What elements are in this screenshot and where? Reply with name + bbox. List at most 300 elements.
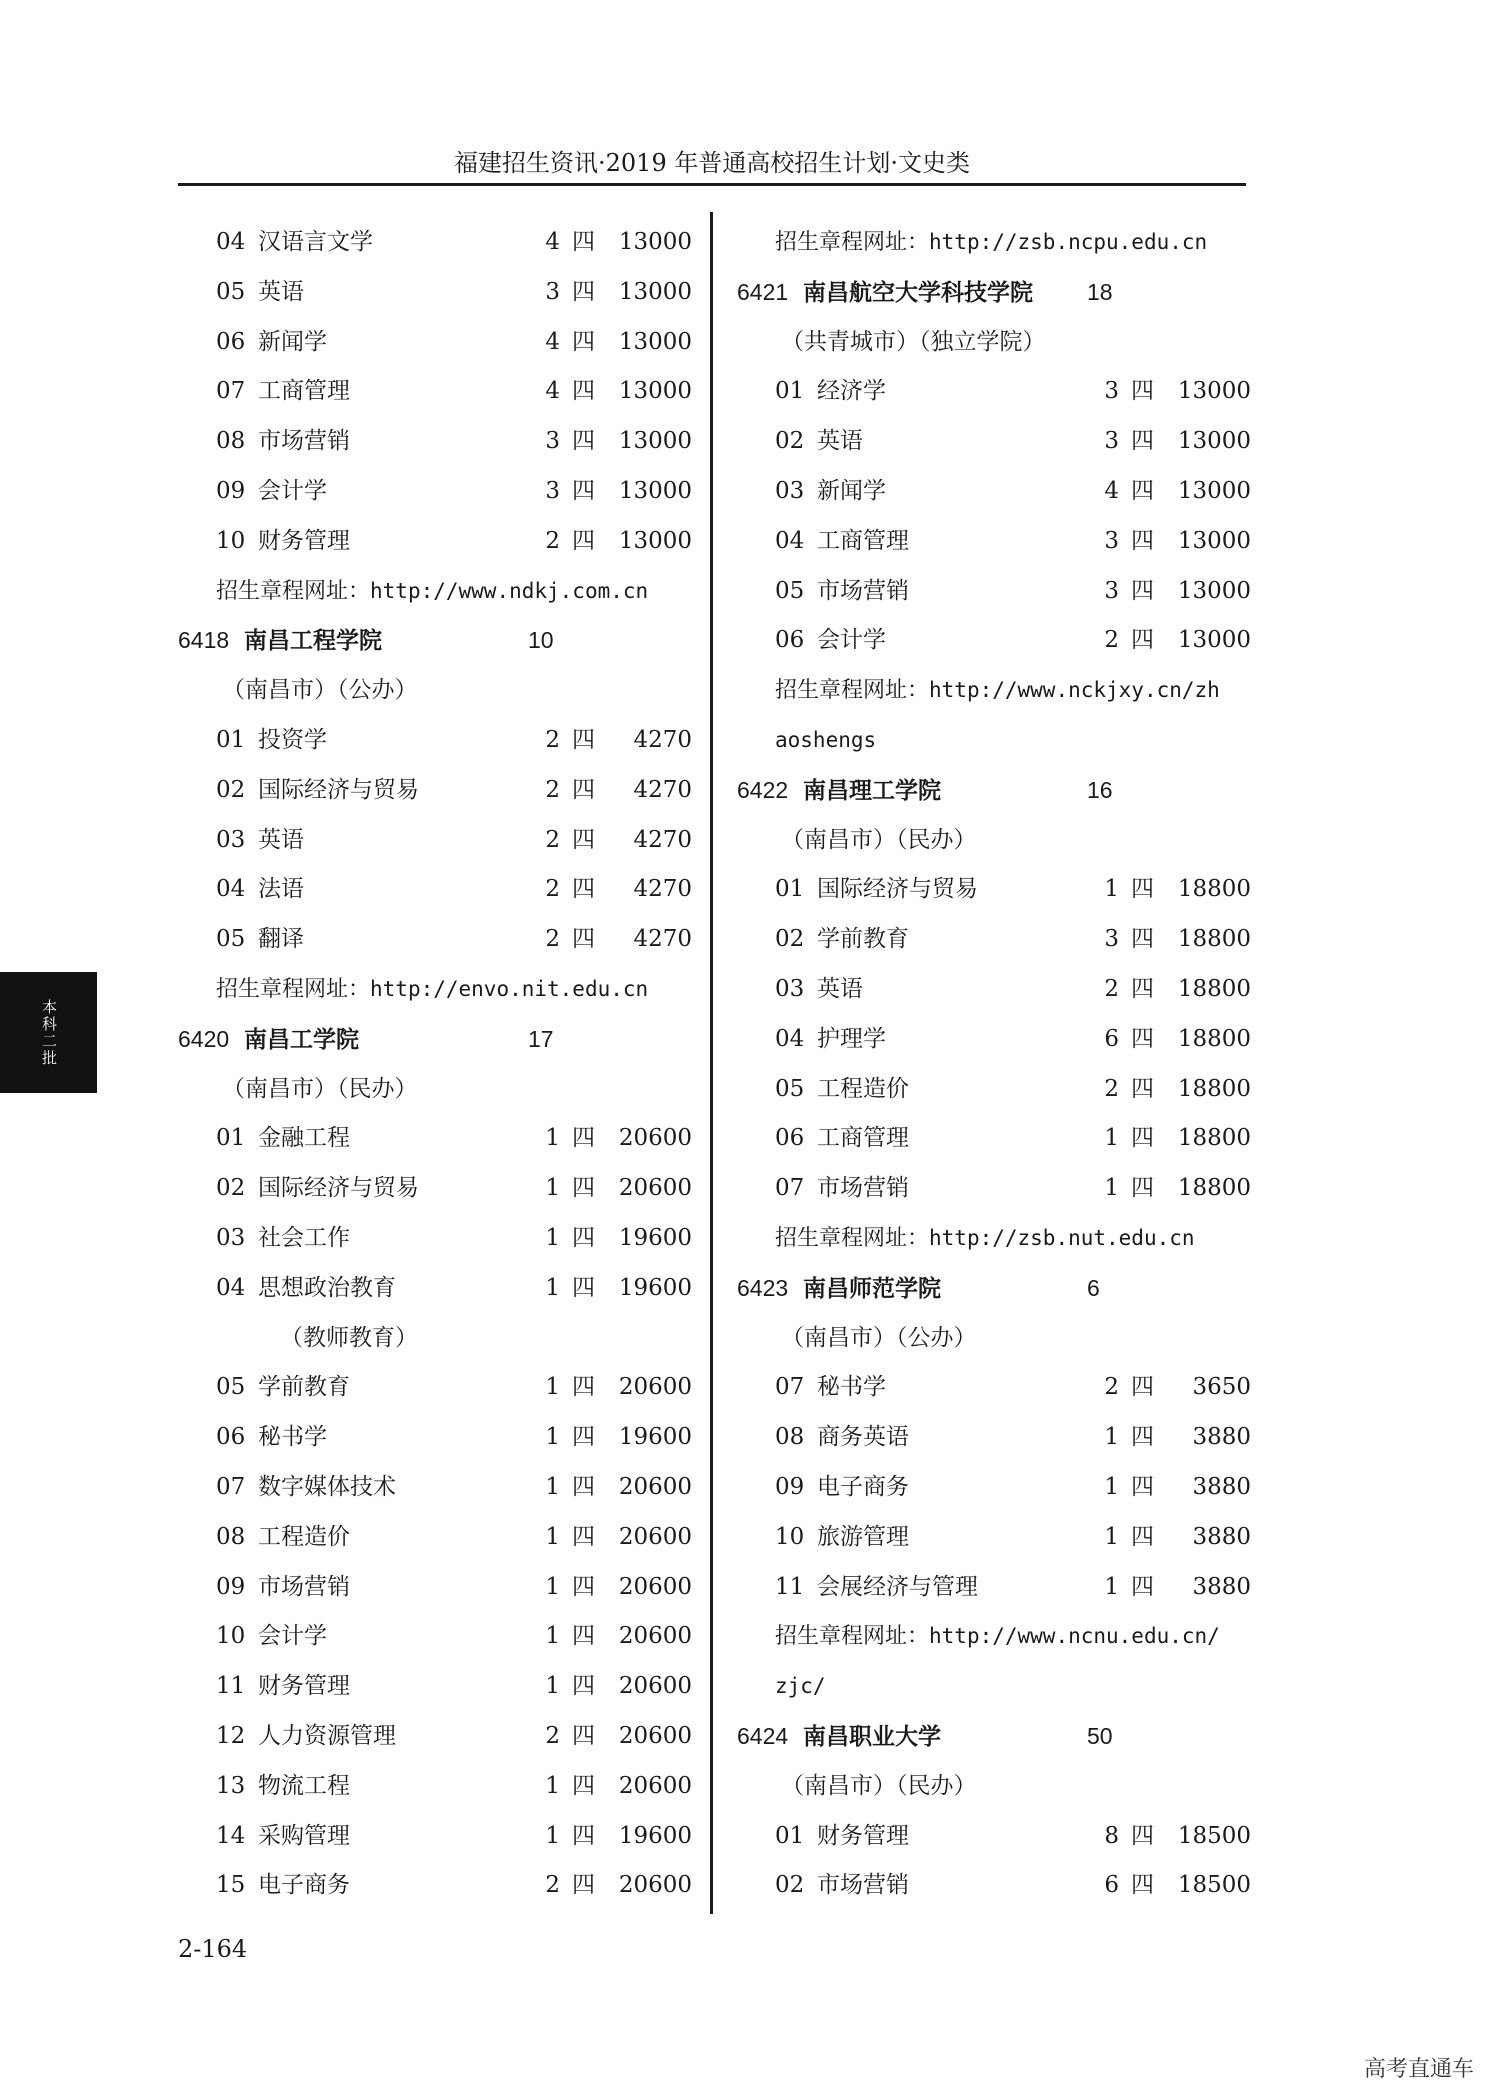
program-fee: 3880 (1192, 1473, 1251, 1500)
program-quota: 3 (1104, 378, 1119, 405)
program-name: 市场营销 (258, 428, 350, 455)
program-row (178, 1812, 708, 1862)
school-heading (737, 1264, 1267, 1314)
charter-url[interactable]: http://www.nckjxy.cn/zh (929, 678, 1220, 703)
program-quota: 1 (545, 1175, 560, 1202)
program-quota: 4 (1104, 477, 1119, 504)
program-quota: 1 (545, 1125, 560, 1152)
program-years: 四 (1131, 477, 1154, 504)
program-quota: 1 (1104, 1573, 1119, 1600)
program-name: 数字媒体技术 (258, 1473, 396, 1500)
program-years: 四 (1131, 1125, 1154, 1152)
program-row (178, 1612, 708, 1662)
program-fee: 20600 (618, 1125, 692, 1152)
program-years: 四 (572, 378, 595, 405)
charter-url-label: 招生章程网址： (775, 1624, 930, 1650)
program-fee: 18500 (1177, 1872, 1251, 1899)
program-number: 10 (216, 527, 246, 554)
program-years: 四 (1131, 876, 1154, 903)
program-row (178, 716, 708, 766)
program-name: 会计学 (258, 1623, 327, 1650)
program-name: 采购管理 (258, 1822, 350, 1849)
program-quota: 3 (1104, 527, 1119, 554)
program-row (737, 517, 1267, 567)
program-number: 01 (775, 378, 805, 405)
program-number: 08 (775, 1424, 805, 1451)
charter-url-note (737, 1214, 1267, 1264)
program-name: 英语 (817, 975, 863, 1002)
program-years: 四 (1131, 1175, 1154, 1202)
program-years: 四 (572, 1224, 595, 1251)
section-side-tab (0, 972, 97, 1093)
program-number: 01 (216, 726, 246, 753)
program-row (178, 1762, 708, 1812)
program-years: 四 (572, 1872, 595, 1899)
program-number: 06 (775, 627, 805, 654)
charter-url-note (178, 965, 708, 1015)
school-heading (737, 1712, 1267, 1762)
program-name: 翻译 (258, 926, 304, 953)
program-row (737, 965, 1267, 1015)
program-quota: 1 (1104, 876, 1119, 903)
school-location: （南昌市）（民办） (222, 1075, 418, 1102)
program-name: 人力资源管理 (258, 1722, 396, 1749)
program-quota: 6 (1104, 1872, 1119, 1899)
program-number: 09 (216, 477, 246, 504)
program-name: 护理学 (817, 1025, 886, 1052)
program-fee: 18800 (1177, 975, 1251, 1002)
program-years: 四 (572, 428, 595, 455)
program-fee: 13000 (1177, 527, 1251, 554)
program-number: 05 (216, 926, 246, 953)
program-quota: 1 (545, 1772, 560, 1799)
program-quota: 2 (545, 726, 560, 753)
program-number: 15 (216, 1872, 246, 1899)
program-quota: 2 (545, 826, 560, 853)
program-number: 03 (775, 975, 805, 1002)
program-number: 07 (775, 1175, 805, 1202)
program-number: 03 (216, 826, 246, 853)
program-fee: 4270 (633, 776, 692, 803)
program-fee: 19600 (618, 1822, 692, 1849)
program-quota: 2 (1104, 627, 1119, 654)
running-header: 福建招生资讯·2019 年普通高校招生计划·文史类 (454, 149, 970, 177)
program-fee: 20600 (618, 1722, 692, 1749)
program-number: 05 (775, 1075, 805, 1102)
program-quota: 1 (1104, 1125, 1119, 1152)
school-name: 南昌工程学院 (244, 627, 382, 655)
charter-url-label: 招生章程网址： (775, 678, 930, 704)
charter-url[interactable]: http://zsb.nut.edu.cn (929, 1225, 1195, 1250)
school-name: 南昌工学院 (244, 1025, 359, 1053)
program-row (178, 1861, 708, 1911)
program-number: 07 (775, 1374, 805, 1401)
program-years: 四 (1131, 627, 1154, 654)
program-fee: 20600 (618, 1872, 692, 1899)
program-fee: 3880 (1192, 1573, 1251, 1600)
program-name: 秘书学 (817, 1374, 886, 1401)
program-years: 四 (572, 278, 595, 305)
program-number: 02 (775, 926, 805, 953)
program-name: 财务管理 (817, 1822, 909, 1849)
program-number: 07 (216, 378, 246, 405)
program-fee: 20600 (618, 1623, 692, 1650)
school-heading (737, 268, 1267, 318)
program-years: 四 (1131, 577, 1154, 604)
program-row (178, 1413, 708, 1463)
program-quota: 2 (545, 926, 560, 953)
program-fee: 4270 (633, 726, 692, 753)
program-row (737, 467, 1267, 517)
program-name: 国际经济与贸易 (258, 776, 419, 803)
side-tab-label: 本科二批 (40, 998, 57, 1067)
charter-url[interactable]: http://www.ncnu.edu.cn/ (929, 1624, 1220, 1649)
school-name: 南昌职业大学 (803, 1722, 941, 1750)
program-name: 社会工作 (258, 1224, 350, 1251)
program-row (178, 367, 708, 417)
program-quota: 1 (545, 1523, 560, 1550)
program-fee: 19600 (618, 1424, 692, 1451)
program-number: 10 (775, 1523, 805, 1550)
program-row (178, 268, 708, 318)
program-years: 四 (572, 477, 595, 504)
program-years: 四 (572, 1473, 595, 1500)
program-row (737, 1363, 1267, 1413)
program-row (737, 567, 1267, 617)
program-quota: 1 (1104, 1175, 1119, 1202)
program-years: 四 (1131, 1075, 1154, 1102)
program-number: 06 (216, 1424, 246, 1451)
program-number: 05 (216, 1374, 246, 1401)
charter-url-label: 招生章程网址： (216, 976, 371, 1002)
left-column (178, 218, 708, 1911)
school-name: 南昌理工学院 (803, 776, 941, 804)
program-years: 四 (572, 1822, 595, 1849)
program-row (178, 1114, 708, 1164)
school-code: 6424 (737, 1722, 789, 1749)
program-name: 国际经济与贸易 (817, 876, 978, 903)
school-code: 6421 (737, 278, 789, 305)
program-fee: 20600 (618, 1673, 692, 1700)
program-number: 04 (775, 1025, 805, 1052)
program-row (178, 1712, 708, 1762)
program-fee: 19600 (618, 1224, 692, 1251)
program-row (178, 1164, 708, 1214)
program-quota: 1 (545, 1673, 560, 1700)
school-name: 南昌航空大学科技学院 (803, 278, 1033, 306)
program-number: 04 (216, 229, 246, 255)
school-total: 17 (528, 1025, 554, 1052)
program-fee: 13000 (1177, 428, 1251, 455)
program-number: 07 (216, 1473, 246, 1500)
program-name: 英语 (258, 278, 304, 305)
program-number: 05 (216, 278, 246, 305)
school-total: 50 (1087, 1722, 1113, 1749)
program-name: 国际经济与贸易 (258, 1175, 419, 1202)
program-name: 英语 (258, 826, 304, 853)
program-row (178, 218, 708, 268)
program-years: 四 (572, 776, 595, 803)
program-name: 工程造价 (258, 1523, 350, 1550)
program-quota: 3 (1104, 428, 1119, 455)
program-row (737, 1114, 1267, 1164)
program-years: 四 (572, 1523, 595, 1550)
program-years: 四 (572, 229, 595, 255)
program-number: 09 (775, 1473, 805, 1500)
charter-url-note (178, 567, 708, 617)
program-name: 旅游管理 (817, 1523, 909, 1550)
program-row (737, 1164, 1267, 1214)
charter-url[interactable]: http://envo.nit.edu.cn (370, 976, 649, 1001)
charter-url-continuation[interactable]: zjc/ (775, 1674, 826, 1699)
program-quota: 4 (545, 229, 560, 255)
program-quota: 3 (545, 278, 560, 305)
program-years: 四 (572, 328, 595, 355)
program-name: 会计学 (817, 627, 886, 654)
program-name: 法语 (258, 876, 304, 903)
school-location: （南昌市）（公办） (781, 1324, 977, 1351)
program-years: 四 (572, 1424, 595, 1451)
program-number: 02 (775, 428, 805, 455)
program-quota: 3 (545, 477, 560, 504)
program-name: 市场营销 (817, 1175, 909, 1202)
column-divider (710, 212, 713, 1914)
school-total: 6 (1087, 1274, 1100, 1301)
program-row (737, 915, 1267, 965)
program-row (178, 517, 708, 567)
program-years: 四 (1131, 1473, 1154, 1500)
program-quota: 2 (545, 1722, 560, 1749)
program-years: 四 (1131, 1573, 1154, 1600)
program-row (737, 367, 1267, 417)
program-number: 09 (216, 1573, 246, 1600)
program-fee: 13000 (1177, 627, 1251, 654)
school-location: （共青城市）（独立学院） (781, 328, 1046, 355)
program-quota: 2 (1104, 1374, 1119, 1401)
program-fee: 4270 (633, 876, 692, 903)
program-fee: 20600 (618, 1175, 692, 1202)
program-years: 四 (572, 1673, 595, 1700)
program-quota: 1 (545, 1473, 560, 1500)
program-fee: 18800 (1177, 1175, 1251, 1202)
program-row (178, 318, 708, 368)
program-number: 04 (216, 876, 246, 903)
program-row (737, 865, 1267, 915)
program-years: 四 (572, 876, 595, 903)
program-number: 02 (216, 1175, 246, 1202)
school-heading (178, 616, 708, 666)
program-row (178, 1264, 708, 1314)
charter-url-note (737, 218, 1267, 268)
program-number: 02 (775, 1872, 805, 1899)
program-years: 四 (1131, 1822, 1154, 1849)
program-row (737, 1861, 1267, 1911)
program-row (178, 1662, 708, 1712)
program-row (737, 1015, 1267, 1065)
program-row (737, 1513, 1267, 1563)
program-name: 秘书学 (258, 1424, 327, 1451)
school-code: 6418 (178, 627, 230, 654)
program-name: 思想政治教育 (258, 1274, 396, 1301)
program-fee: 13000 (618, 428, 692, 455)
program-years: 四 (572, 826, 595, 853)
program-number: 06 (216, 328, 246, 355)
program-years: 四 (572, 726, 595, 753)
program-quota: 8 (1104, 1822, 1119, 1849)
program-number: 14 (216, 1822, 246, 1849)
program-name: 工商管理 (258, 378, 350, 405)
program-number: 11 (775, 1573, 805, 1600)
program-quota: 3 (1104, 577, 1119, 604)
program-quota: 4 (545, 378, 560, 405)
program-row (178, 915, 708, 965)
program-number: 04 (775, 527, 805, 554)
program-name: 学前教育 (817, 926, 909, 953)
program-years: 四 (1131, 1523, 1154, 1550)
program-name: 电子商务 (258, 1872, 350, 1899)
charter-url-note (737, 666, 1267, 716)
program-row (178, 766, 708, 816)
program-number: 02 (216, 776, 246, 803)
program-fee: 3880 (1192, 1424, 1251, 1451)
program-quota: 1 (1104, 1424, 1119, 1451)
header-rule (178, 183, 1246, 186)
right-column (737, 218, 1267, 1911)
program-fee: 13000 (1177, 378, 1251, 405)
program-quota: 2 (545, 876, 560, 903)
program-years: 四 (1131, 1424, 1154, 1451)
school-location: （南昌市）（公办） (222, 677, 418, 704)
charter-url[interactable]: http://www.ndkj.com.cn (370, 578, 649, 603)
program-name: 工商管理 (817, 1125, 909, 1152)
program-years: 四 (572, 527, 595, 554)
program-years: 四 (572, 1722, 595, 1749)
program-years: 四 (572, 1623, 595, 1650)
program-number: 08 (216, 428, 246, 455)
program-years: 四 (1131, 1872, 1154, 1899)
program-fee: 13000 (1177, 577, 1251, 604)
charter-url[interactable]: http://zsb.ncpu.edu.cn (929, 230, 1208, 254)
school-code: 6422 (737, 776, 789, 803)
program-row (737, 417, 1267, 467)
program-years: 四 (572, 1274, 595, 1301)
program-name: 学前教育 (258, 1374, 350, 1401)
program-number: 10 (216, 1623, 246, 1650)
program-fee: 20600 (618, 1573, 692, 1600)
program-years: 四 (572, 1772, 595, 1799)
program-years: 四 (572, 926, 595, 953)
program-name: 商务英语 (817, 1424, 909, 1451)
program-fee: 18800 (1177, 926, 1251, 953)
program-row (737, 1065, 1267, 1115)
program-years: 四 (572, 1374, 595, 1401)
program-subtitle: （教师教育） (280, 1324, 418, 1351)
program-row (178, 467, 708, 517)
program-number: 03 (216, 1224, 246, 1251)
school-location: （南昌市）（民办） (781, 826, 977, 853)
school-total: 10 (528, 627, 554, 654)
program-quota: 3 (545, 428, 560, 455)
program-number: 04 (216, 1274, 246, 1301)
program-number: 01 (775, 876, 805, 903)
program-row (178, 1513, 708, 1563)
program-years: 四 (1131, 926, 1154, 953)
charter-url-label: 招生章程网址： (216, 578, 371, 604)
program-fee: 20600 (618, 1523, 692, 1550)
program-row (737, 1563, 1267, 1613)
program-fee: 18500 (1177, 1822, 1251, 1849)
program-fee: 13000 (618, 527, 692, 554)
program-name: 市场营销 (817, 577, 909, 604)
program-quota: 1 (545, 1424, 560, 1451)
program-number: 01 (216, 1125, 246, 1152)
program-fee: 18800 (1177, 1075, 1251, 1102)
program-row (178, 816, 708, 866)
program-fee: 18800 (1177, 876, 1251, 903)
program-fee: 20600 (618, 1772, 692, 1799)
program-fee: 20600 (618, 1374, 692, 1401)
program-row (737, 616, 1267, 666)
program-fee: 18800 (1177, 1125, 1251, 1152)
school-location: （南昌市）（民办） (781, 1772, 977, 1799)
program-years: 四 (1131, 1374, 1154, 1401)
program-quota: 4 (545, 328, 560, 355)
program-quota: 1 (545, 1224, 560, 1251)
charter-url-label: 招生章程网址： (775, 230, 930, 255)
program-name: 经济学 (817, 378, 886, 405)
program-number: 06 (775, 1125, 805, 1152)
program-quota: 2 (545, 1872, 560, 1899)
school-total: 18 (1087, 278, 1113, 305)
program-quota: 2 (545, 527, 560, 554)
program-name: 英语 (817, 428, 863, 455)
program-number: 08 (216, 1523, 246, 1550)
program-years: 四 (1131, 975, 1154, 1002)
program-fee: 13000 (618, 477, 692, 504)
program-years: 四 (572, 1125, 595, 1152)
program-years: 四 (1131, 1025, 1154, 1052)
program-quota: 1 (545, 1374, 560, 1401)
program-fee: 4270 (633, 926, 692, 953)
program-fee: 19600 (618, 1274, 692, 1301)
program-name: 投资学 (258, 726, 327, 753)
program-number: 05 (775, 577, 805, 604)
program-number: 11 (216, 1673, 246, 1700)
program-row (737, 1812, 1267, 1862)
program-row (178, 865, 708, 915)
watermark: 高考直通车 (1363, 2056, 1474, 2081)
program-fee: 13000 (618, 328, 692, 355)
program-fee: 3650 (1192, 1374, 1251, 1401)
charter-url-continuation[interactable]: aoshengs (775, 727, 877, 752)
program-quota: 2 (545, 776, 560, 803)
program-row (178, 1363, 708, 1413)
program-name: 工程造价 (817, 1075, 909, 1102)
program-row (178, 1563, 708, 1613)
program-number: 13 (216, 1772, 246, 1799)
program-name: 新闻学 (258, 328, 327, 355)
school-heading (178, 1015, 708, 1065)
program-number: 03 (775, 477, 805, 504)
program-name: 汉语言文学 (258, 229, 373, 255)
program-fee: 13000 (618, 378, 692, 405)
program-fee: 20600 (618, 1473, 692, 1500)
program-name: 电子商务 (817, 1473, 909, 1500)
page-number: 2-164 (178, 1935, 248, 1963)
program-fee: 18800 (1177, 1025, 1251, 1052)
program-years: 四 (1131, 527, 1154, 554)
program-name: 金融工程 (258, 1125, 350, 1152)
